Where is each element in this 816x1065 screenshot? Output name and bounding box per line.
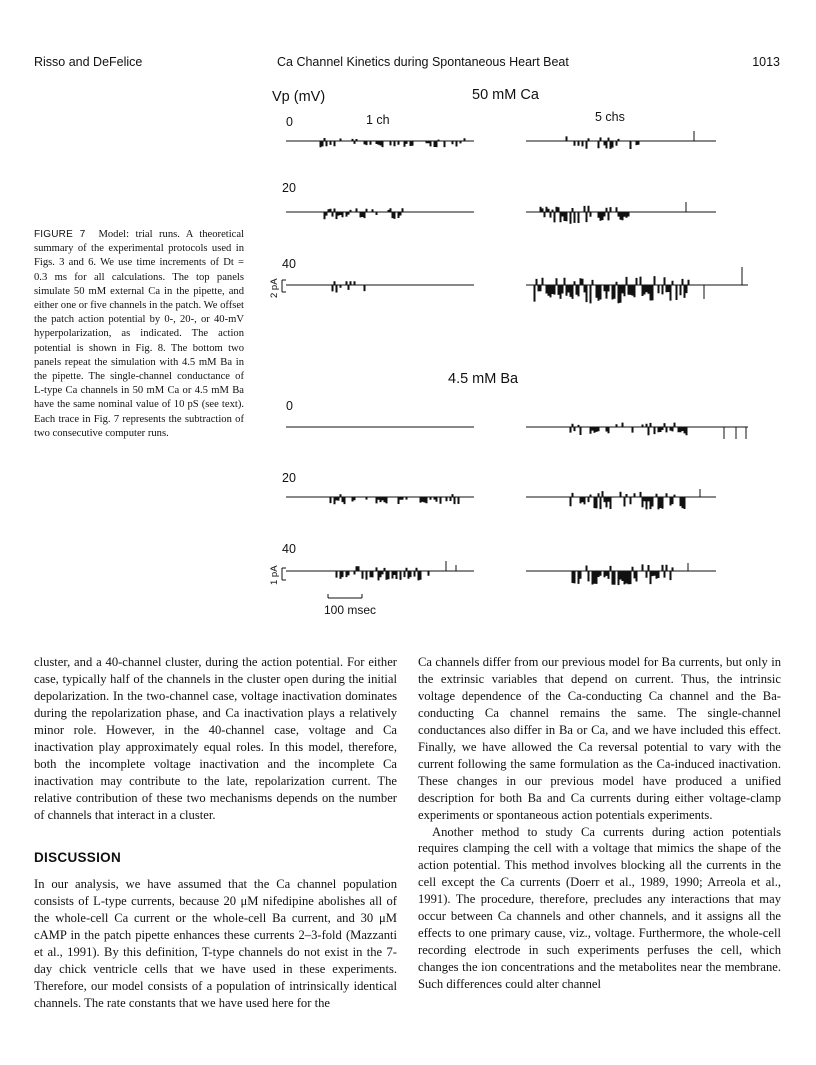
current-trace [526,131,716,149]
current-trace [526,202,716,223]
current-trace [526,267,748,303]
current-trace [526,489,716,509]
time-scale-bar [324,594,376,617]
body-paragraph: In our analysis, we have assumed that the Ca channel population consists of L-type currents, because 20 μM nifedipine abolishes all of the whole-cell Ca current or the whole-cell Ba current, and 30 μM cAMP in the patch pipette enhances these currents 2–3-fold (Mazzanti et al., 1991). By this definition, T-type channels do not exist in the 7-day chick ventricle cells that we have used in these experiments. Therefore, our model consists of a population of intrinsically identical channels. The rate constants that we have used here for the [34,877,397,1011]
current-trace [526,423,748,439]
running-header-authors: Risso and DeFelice [34,55,143,69]
condition-label-ba: 4.5 mM Ba [448,371,519,387]
current-scale-bar-top [269,278,286,298]
current-trace [286,282,474,292]
column-label-1ch: 1 ch [366,113,390,127]
column-label-5chs: 5 chs [595,110,625,124]
current-trace [286,209,474,219]
current-trace [526,563,716,585]
scale-label-2pa: 2 pA [269,278,280,298]
right-column [418,654,781,993]
scale-label-1pa: 1 pA [269,565,280,585]
current-trace [286,495,474,504]
vp-label: 20 [282,181,296,195]
running-header-title: Ca Channel Kinetics during Spontaneous Heart Beat [277,55,569,69]
current-trace [286,139,474,147]
body-paragraph: Ca channels differ from our previous model for Ba currents, but only in the extrinsic variables that depend on current. Thus, the intrinsic voltage dependence of the Ca-conducting Ca channel and the Ba-conducting Ca channel remains the same. The single-channel conductances also differ in Ba or Ca, and we have included this effect. Finally, we have allowed the Ca reversal potential to vary with the current following the same formulation as the Ca-induced inactivation. These changes in our previous model have produced a unified description for both Ba and Ca currents during either voltage-clamp experiments or spontaneous action potentials experiments. [418,655,781,822]
y-axis-label: Vp (mV) [272,89,326,105]
body-paragraph: cluster, and a 40-channel cluster, during the action potential. For either case, typically half of the channels in the cluster open during the initial depolarization. In the two-channel case, voltage inactivation dominates during the repolarization phase, and Ca inactivation plays a relatively minor role. However, in the 40-channel case, voltage and Ca inactivation play approximately equal roles. In this model, therefore, both the incomplete voltage inactivation and the incomplete Ca inactivation may contribute to the late, repolarization current. The relative contribution of these two mechanisms depends on the number of channels that interact in a cluster. [34,655,397,822]
left-column [34,654,397,1012]
figure-caption [34,228,244,441]
time-scale-label: 100 msec [324,603,377,617]
page-number: 1013 [752,55,780,69]
current-scale-bar-bottom [269,565,286,585]
figure-caption-label: FIGURE 7 [34,229,86,240]
vp-label: 0 [286,399,293,413]
vp-label: 20 [282,471,296,485]
vp-label: 40 [282,257,296,271]
condition-label-ca: 50 mM Ca [472,87,539,103]
vp-label: 40 [282,542,296,556]
current-trace [286,561,474,580]
figure-caption-text: Model: trial runs. A theoretical summary of the experimental protocols used in Figs. 3 and 6. We use time increments of Dt = 0.3 ms for all calculations. The top panels simulate 50 mM external Ca in the pipette, and either one or five channels in the patch. We offset the patch action potential by 0-, 20-, or 40-mV hyperpolarization, as indicated. The action potential is shown in Fig. 8. The bottom two panels repeat the simulation with 4.5 mM Ba in the pipette. The single-channel conductance of L-type Ca channels in 50 mM Ca or 4.5 mM Ba have the same nominal value of 10 pS (see text). Each trace in Fig. 7 represents the subtraction of two consecutive computer runs. [34,229,245,439]
section-heading-discussion: DISCUSSION [34,849,122,865]
body-paragraph: Another method to study Ca currents during action potentials requires clamping the cell with a voltage that mimics the shape of the action potential. This method involves blocking all the currents in the cell except the Ca currents (Doerr et al., 1989, 1990; Arreola et al., 1991). The procedure, therefore, precludes any interactions that may occur between Ca channels and other channels, and it assigns all the effects to one primary cause, viz., voltage. Furthermore, the whole-cell recording electrode in such experiments perfuses the cell, which changes the ion concentrations and the metabolites near the membrane. Such differences could alter channel [418,824,781,992]
vp-label: 0 [286,115,293,129]
